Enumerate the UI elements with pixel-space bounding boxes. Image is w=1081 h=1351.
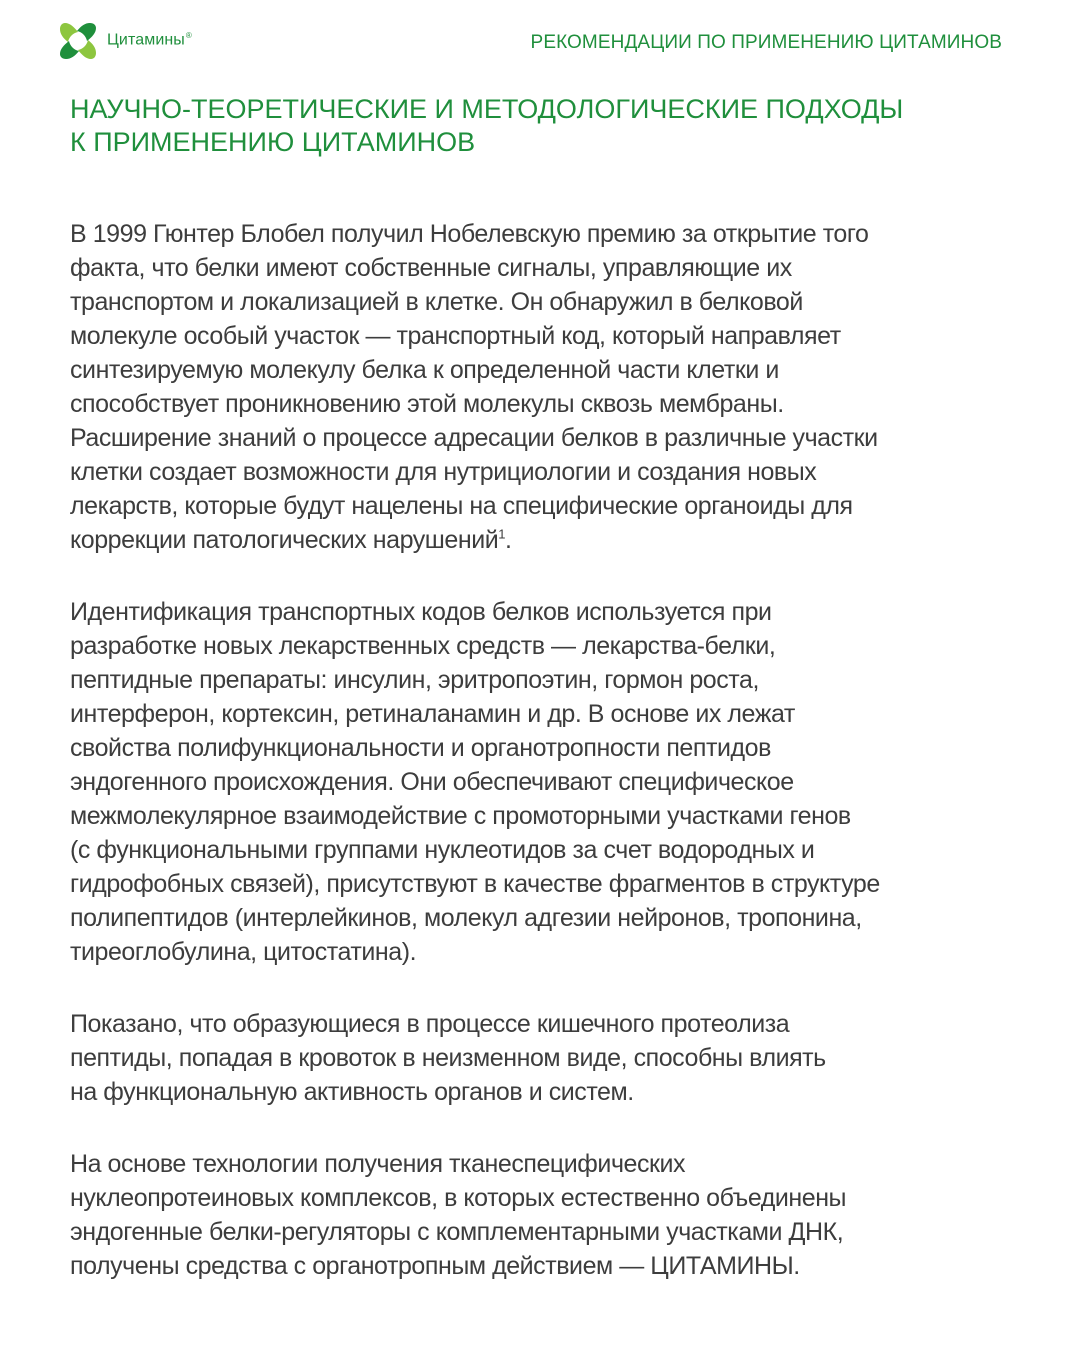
- text-line: коррекции патологических нарушений: [70, 526, 499, 554]
- page-title-line: К ПРИМЕНЕНИЮ ЦИТАМИНОВ: [70, 127, 476, 157]
- footnote-ref[interactable]: 1: [498, 526, 506, 542]
- text-line: пептиды, попадая в кровоток в неизменном виде, способны влиять: [70, 1044, 826, 1072]
- text-line: тиреоглобулина, цитостатина).: [70, 938, 417, 966]
- text-line: межмолекулярное взаимодействие с промоторными участками генов: [70, 802, 851, 830]
- text-line: нуклеопротеиновых комплексов, в которых естественно объединены: [70, 1184, 847, 1212]
- text-line: факта, что белки имеют собственные сигналы, управляющие их: [70, 254, 792, 282]
- text-line: на функциональную активность органов и систем.: [70, 1078, 634, 1106]
- paragraph-citamins: [70, 1147, 1020, 1283]
- text-line: интерферон, кортексин, ретиналанамин и др. В основе их лежат: [70, 700, 795, 728]
- brand-name: [107, 31, 192, 49]
- text-line: лекарств, которые будут нацелены на специфические органоиды для: [70, 492, 853, 520]
- text-line: (с функциональными группами нуклеотидов за счет водородных и: [70, 836, 815, 864]
- sentence-end: .: [505, 526, 512, 554]
- citamin-cross-logo-icon: [56, 19, 100, 63]
- text-line: клетки создает возможности для нутрициологии и создания новых: [70, 458, 817, 486]
- text-line: способствует проникновению этой молекулы сквозь мембраны.: [70, 390, 784, 418]
- text-line: гидрофобных связей), присутствуют в качестве фрагментов в структуре: [70, 870, 880, 898]
- text-line: эндогенные белки-регуляторы с комплементарными участками ДНК,: [70, 1218, 844, 1246]
- page-header: [0, 0, 1081, 90]
- article-body: [70, 217, 1020, 1321]
- text-line: пептидные препараты: инсулин, эритропоэтин, гормон роста,: [70, 666, 759, 694]
- text-line: Идентификация транспортных кодов белков используется при: [70, 598, 772, 626]
- brand-name-text: Цитамины: [107, 31, 185, 49]
- text-line: получены средства с органотропным действием — ЦИТАМИНЫ.: [70, 1252, 800, 1280]
- brand-logo[interactable]: [56, 19, 192, 63]
- text-line-with-footnote: [70, 523, 1020, 557]
- paragraph-blobel: [70, 217, 1020, 557]
- text-line: свойства полифункциональности и органотропности пептидов: [70, 734, 771, 762]
- text-line: На основе технологии получения тканеспецифических: [70, 1150, 686, 1178]
- text-line: транспортом и локализацией в клетке. Он обнаружил в белковой: [70, 288, 803, 316]
- text-line: разработке новых лекарственных средств — лекарства-белки,: [70, 632, 776, 660]
- paragraph-transport-codes: [70, 595, 1020, 969]
- text-line: эндогенного происхождения. Они обеспечивают специфическое: [70, 768, 794, 796]
- page-title: [70, 93, 1020, 159]
- text-line: молекуле особый участок — транспортный код, который направляет: [70, 322, 841, 350]
- text-line: синтезируемую молекулу белка к определенной части клетки и: [70, 356, 779, 384]
- paragraph-proteolysis: [70, 1007, 1020, 1109]
- text-line: Показано, что образующиеся в процессе кишечного протеолиза: [70, 1010, 790, 1038]
- section-title: РЕКОМЕНДАЦИИ ПО ПРИМЕНЕНИЮ ЦИТАМИНОВ: [530, 32, 1002, 53]
- text-line: В 1999 Гюнтер Блобел получил Нобелевскую премию за открытие того: [70, 220, 869, 248]
- text-line: полипептидов (интерлейкинов, молекул адгезии нейронов, тропонина,: [70, 904, 862, 932]
- registered-mark: ®: [185, 30, 192, 40]
- text-line: Расширение знаний о процессе адресации белков в различные участки: [70, 424, 878, 452]
- page-title-line: НАУЧНО-ТЕОРЕТИЧЕСКИЕ И МЕТОДОЛОГИЧЕСКИЕ ПОДХОДЫ: [70, 94, 904, 124]
